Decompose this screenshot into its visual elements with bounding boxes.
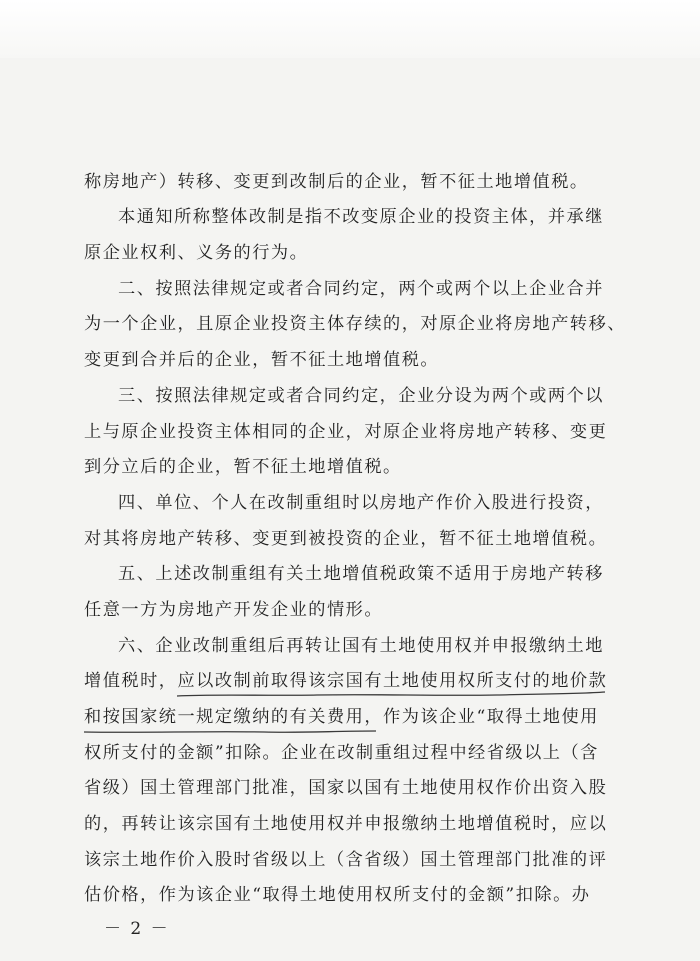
text-line-20: 该宗土地作价入股时省级以上（含省级）国土管理部门批准的评 xyxy=(84,850,608,870)
text-line-3: 原企业权利、义务的行为。 xyxy=(84,243,309,263)
text-line-8: 上与原企业投资主体相同的企业，对原企业将房地产转移、变更 xyxy=(84,422,608,442)
text-line-6: 变更到合并后的企业，暂不征土地增值税。 xyxy=(84,350,440,370)
text-line-13: 任意一方为房地产开发企业的情形。 xyxy=(84,600,384,620)
line-16-underlined-text: 和按国家统一规定缴纳的有关费用 xyxy=(84,707,365,727)
page-number: － 2 － xyxy=(104,919,170,939)
text-line-18: 省级）国土管理部门批准，国家以国有土地使用权作价出资入股 xyxy=(84,778,608,798)
text-line-16 xyxy=(84,709,599,726)
line-16-suffix: ，作为该企业“取得土地使用 xyxy=(364,707,599,727)
text-line-11: 对其将房地产转移、变更到被投资的企业，暂不征土地增值税。 xyxy=(84,529,608,549)
text-line-14: 六、企业改制重组后再转让国有土地使用权并申报缴纳土地 xyxy=(118,636,604,656)
text-line-21-real-line: 估价格，作为该企业“取得土地使用权所支付的金额”扣除。办 xyxy=(84,885,591,905)
text-line-17: 权所支付的金额”扣除。企业在改制重组过程中经省级以上（含 xyxy=(84,743,599,763)
text-line-4: 二、按照法律规定或者合同约定，两个或两个以上企业合并 xyxy=(118,279,604,299)
text-line-15 xyxy=(84,673,607,690)
text-line-1: 称房地产）转移、变更到改制后的企业，暂不征土地增值税。 xyxy=(84,172,589,192)
text-line-5: 为一个企业，且原企业投资主体存续的，对原企业将房地产转移、 xyxy=(84,314,626,334)
text-line-7: 三、按照法律规定或者合同约定，企业分设为两个或两个以 xyxy=(118,386,604,406)
text-line-9: 到分立后的企业，暂不征土地增值税。 xyxy=(84,457,402,477)
text-line-10: 四、单位、个人在改制重组时以房地产作价入股进行投资， xyxy=(118,493,604,513)
text-line-12: 五、上述改制重组有关土地增值税政策不适用于房地产转移 xyxy=(118,564,604,584)
hand-underlined-text xyxy=(177,673,607,690)
text-line-19: 的，再转让该宗国有土地使用权并申报缴纳土地增值税时，应以 xyxy=(84,814,608,834)
text-line-2: 本通知所称整体改制是指不改变原企业的投资主体，并承继 xyxy=(118,207,604,227)
line-15-prefix: 增值税时， xyxy=(84,671,178,691)
line-15-underlined-text: 应以改制前取得该宗国有土地使用权所支付的地价款 xyxy=(177,671,608,691)
hand-underlined-text-2 xyxy=(84,709,364,726)
